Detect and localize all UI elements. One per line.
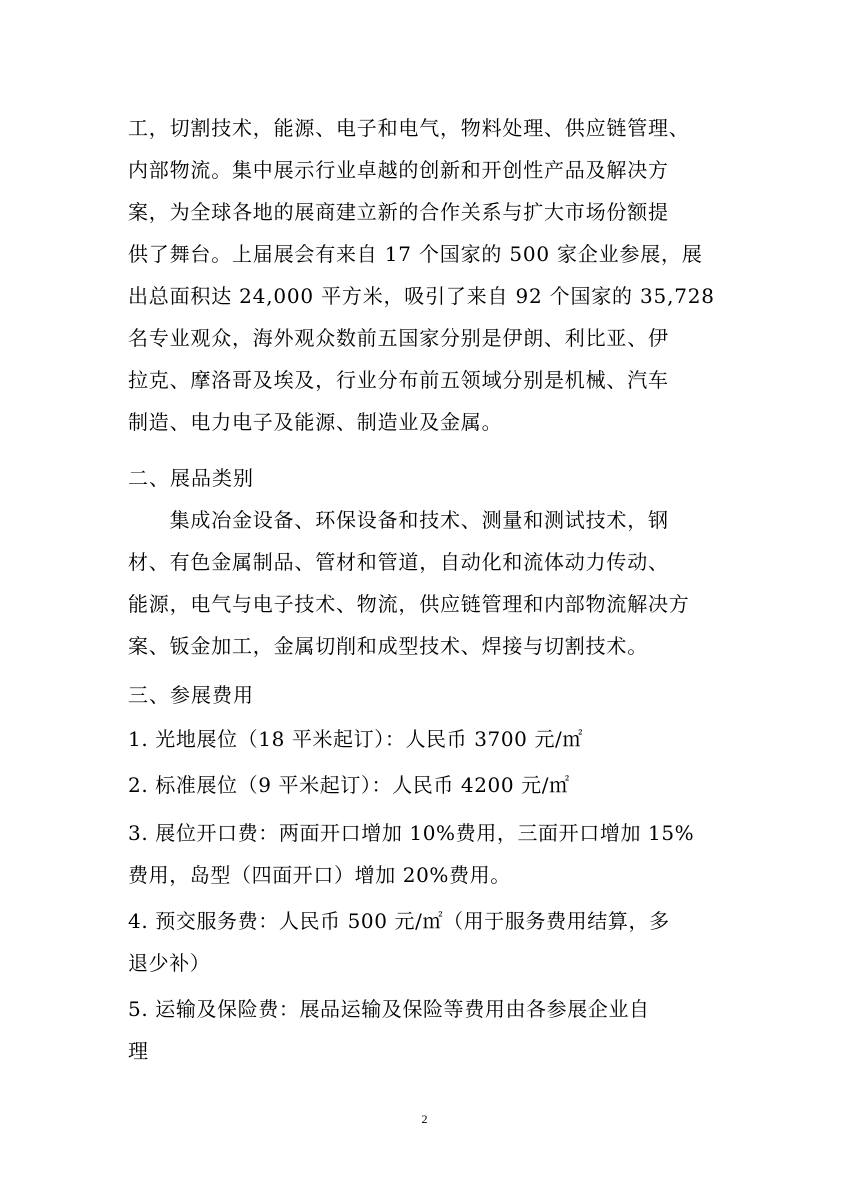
fee-item-open-side-surcharge: 3. 展位开口费：两面开口增加 10%费用，三面开口增加 15% 费用，岛型（四面开口）增加 20%费用。 [128, 821, 695, 887]
intro-paragraph: 工，切割技术，能源、电子和电气，物料处理、供应链管理、 内部物流。集中展示行业卓越的创新和开创性产品及解决方 案，为全球各地的展商建立新的合作关系与扩大市场份额提 供了舞台。上届展会有来自 17 个国家的 500 家企业参展，展 出总面积达 24,000 平方米，吸引了来自 92 个国家的 35,728 名专业观众，海外观众数前五国家分别是伊朗、利比亚、伊 拉克、摩洛哥及埃及，行业分布前五领域分别是机械、汽车 制造、电力电子及能源、制造业及金属。 [128, 116, 715, 434]
fee-item-raw-space: 1. 光地展位（18 平米起订）：人民币 3700 元/㎡ [128, 727, 583, 751]
fee-item-shipping-insurance: 5. 运输及保险费：展品运输及保险等费用由各参展企业自 理 [128, 997, 650, 1063]
section-heading-participation-fees: 三、参展费用 [128, 683, 254, 707]
page-number: 2 [421, 1112, 428, 1126]
section-heading-exhibit-categories: 二、展品类别 [128, 466, 254, 490]
fee-item-standard-booth: 2. 标准展位（9 平米起订）：人民币 4200 元/㎡ [128, 773, 570, 797]
fee-item-service-deposit: 4. 预交服务费：人民币 500 元/㎡（用于服务费用结算，多 退少补） [128, 909, 670, 975]
exhibit-categories-paragraph: 集成冶金设备、环保设备和技术、测量和测试技术，钢 材、有色金属制品、管材和管道，自动化和流体动力传动、 能源，电气与电子技术、物流，供应链管理和内部物流解决方 案、钣金加工，金属切削和成型技术、焊接与切割技术。 [128, 508, 690, 658]
